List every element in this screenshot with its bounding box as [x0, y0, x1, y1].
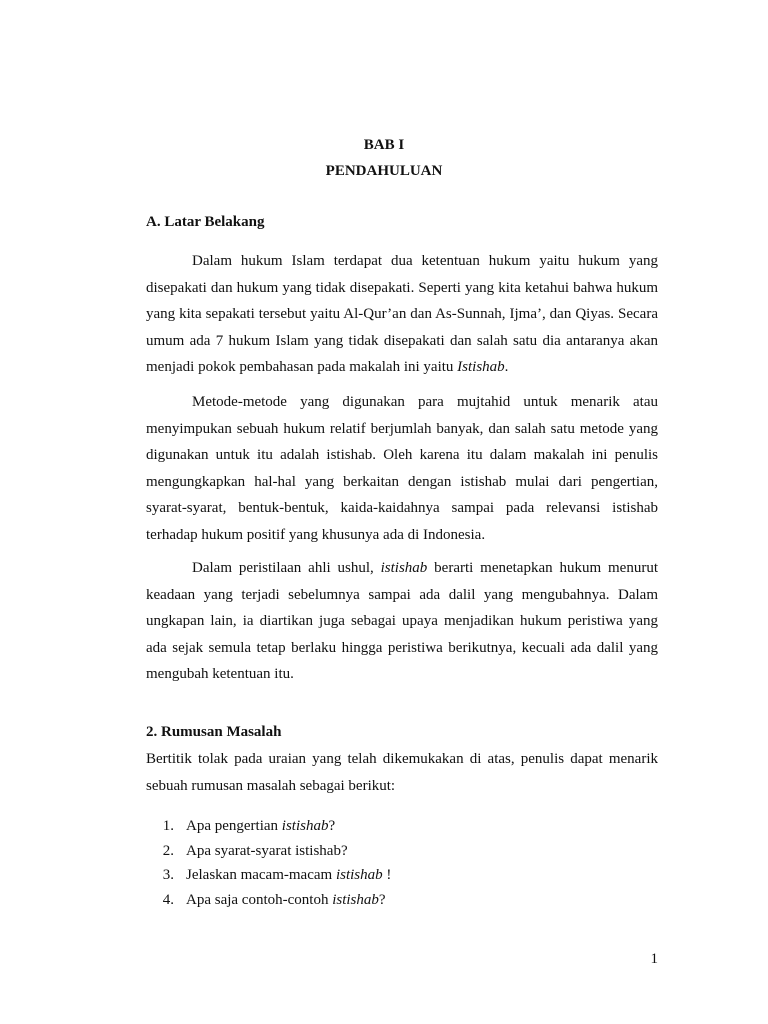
list-item — [146, 839, 391, 864]
list-item-text: Apa saja contoh-contoh — [186, 891, 333, 908]
paragraph-1-term: Istishab — [457, 359, 505, 375]
paragraph-3-term: istishab — [380, 560, 428, 576]
list-item-end: ? — [378, 891, 386, 908]
list-item-end: ? — [328, 818, 336, 834]
section-heading-latar-belakang: A. Latar Belakang — [146, 214, 265, 230]
section-heading-rumusan-masalah: 2. Rumusan Masalah — [146, 724, 282, 740]
paragraph-1-text: Dalam hukum Islam terdapat dua ketentuan hukum yaitu hukum yang disepakati dan hukum yang tidak disepakati. Seperti yang kita ketahui bahwa hukum yang kita sepakati tersebut yaitu Al-Qur’an dan As-Sunnah, Ijma’, dan Qiyas. Secara umum ada 7 hukum Islam yang tidak disepakati dan salah satu dia antaranya akan menjadi pokok pembahasan pada makalah ini yaitu — [146, 253, 658, 375]
list-item-number: 1. — [162, 818, 174, 834]
list-item-term: istishab — [332, 891, 379, 908]
list-item-text: Apa syarat-syarat istishab? — [186, 842, 348, 859]
paragraph-3-rest: berarti menetapkan hukum menurut keadaan yang terjadi sebelumnya sampai ada dalil yang mengubahnya. Dalam ungkapan lain, ia diartikan juga sebagai upaya menjadikan hukum peristiwa yang ada sejak semula tetap berlaku hingga peristiwa berikutnya, kecuali ada dalil yang mengubah ketentuan itu. — [146, 560, 658, 682]
list-item-term: istishab — [281, 818, 329, 834]
list-item — [146, 888, 391, 913]
rumusan-intro: Bertitik tolak pada uraian yang telah dikemukakan di atas, penulis dapat menarik sebuah rumusan masalah sebagai berikut: — [146, 751, 658, 794]
paragraph-2 — [146, 389, 658, 548]
list-item-number: 4. — [162, 891, 174, 908]
paragraph-3 — [146, 555, 658, 688]
paragraph-1 — [146, 248, 658, 381]
paragraph-2-text: Metode-metode yang digunakan para mujtahid untuk menarik atau menyimpukan sebuah hukum relatif berjumlah banyak, dan salah satu metode yang digunakan untuk itu adalah istishab. Oleh karena itu dalam makalah ini penulis mengungkapkan hal-hal yang berkaitan dengan istishab mulai dari pengertian, syarat-syarat, bentuk-bentuk, kaida-kaidahnya sampai pada relevansi istishab terhadap hukum positif yang khusunya ada di Indonesia. — [146, 394, 658, 543]
page-number: 1 — [650, 951, 658, 967]
list-item-number: 3. — [162, 867, 174, 883]
list-item — [146, 863, 391, 888]
list-item-text: Jelaskan macam-macam — [186, 867, 336, 883]
paragraph-1-end: . — [504, 359, 509, 375]
list-item-end: ! — [382, 867, 392, 883]
question-list — [146, 814, 391, 912]
list-item-text: Apa pengertian — [186, 818, 282, 834]
list-item — [146, 814, 391, 839]
paragraph-3-text: Dalam peristilaan ahli ushul, — [192, 560, 381, 576]
list-item-number: 2. — [162, 842, 174, 859]
chapter-title: PENDAHULUAN — [325, 163, 443, 179]
chapter-label: BAB I — [363, 137, 405, 153]
list-item-term: istishab — [335, 867, 383, 883]
